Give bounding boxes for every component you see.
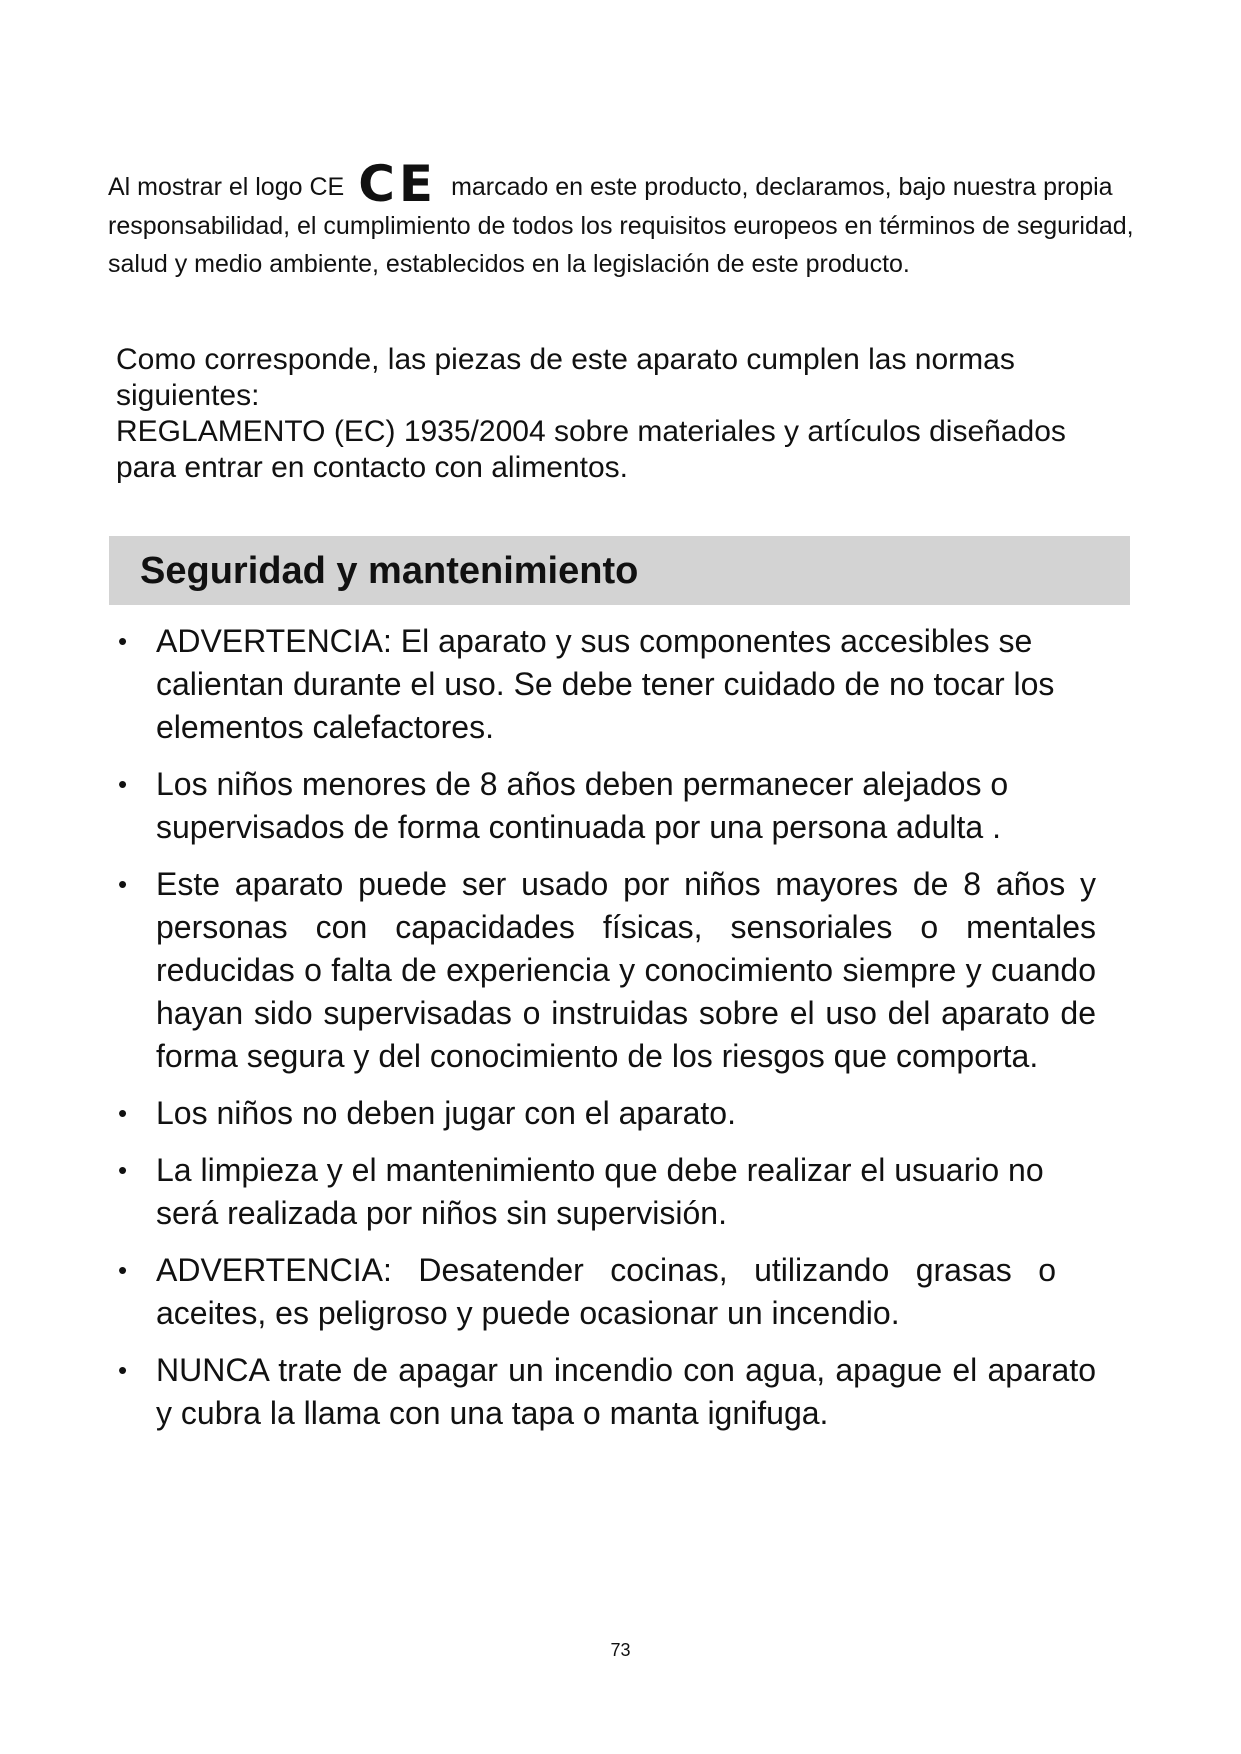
regulation-text: REGLAMENTO (EC) 1935/2004 sobre materiales y artículos diseñados para entrar en contacto con alimentos.: [116, 415, 1066, 484]
ce-declaration-paragraph: [108, 155, 1168, 284]
safety-list: [118, 620, 1128, 1449]
list-item: • Este aparato puede ser usado por niños mayores de 8 años y personas con capacidades físicas, sensoriales o mentales reducidas o falta de experiencia y conocimiento siempre y cuando hayan sido supervisadas o instruidas sobre el uso del aparato de forma segura y del conocimiento de los riesgos que comporta.: [118, 863, 1096, 1078]
section-title: Seguridad y mantenimiento: [140, 550, 639, 592]
ce-declaration-text: marcado en este producto, declaramos, bajo nuestra propia responsabilidad, el cumplimiento de todos los requisitos europeos en términos de seguridad, salud y medio ambiente, establecidos en la legislación de este producto.: [108, 173, 1134, 278]
section-header: [109, 536, 1130, 605]
standards-intro: Como corresponde, las piezas de este aparato cumplen las normas siguientes:: [116, 343, 1015, 412]
list-item: • Los niños no deben jugar con el aparato.: [118, 1092, 1128, 1135]
list-item: • ADVERTENCIA: Desatender cocinas, utilizando grasas o aceites, es peligroso y puede ocasionar un incendio.: [118, 1249, 1056, 1335]
ce-mark-logo: CE: [358, 155, 438, 213]
list-item: • Los niños menores de 8 años deben permanecer alejados o supervisados de forma continuada por una persona adulta .: [118, 763, 1066, 849]
standards-paragraph: [116, 342, 1176, 486]
list-item: • La limpieza y el mantenimiento que debe realizar el usuario no será realizada por niños sin supervisión.: [118, 1149, 1096, 1235]
ce-intro-text: Al mostrar el logo CE: [108, 173, 345, 201]
list-item: • ADVERTENCIA: El aparato y sus componentes accesibles se calientan durante el uso. Se debe tener cuidado de no tocar los elementos calefactores.: [118, 620, 1056, 749]
page-number: 73: [610, 1640, 631, 1660]
list-item: • NUNCA trate de apagar un incendio con agua, apague el aparato y cubra la llama con una tapa o manta ignifuga.: [118, 1349, 1096, 1435]
